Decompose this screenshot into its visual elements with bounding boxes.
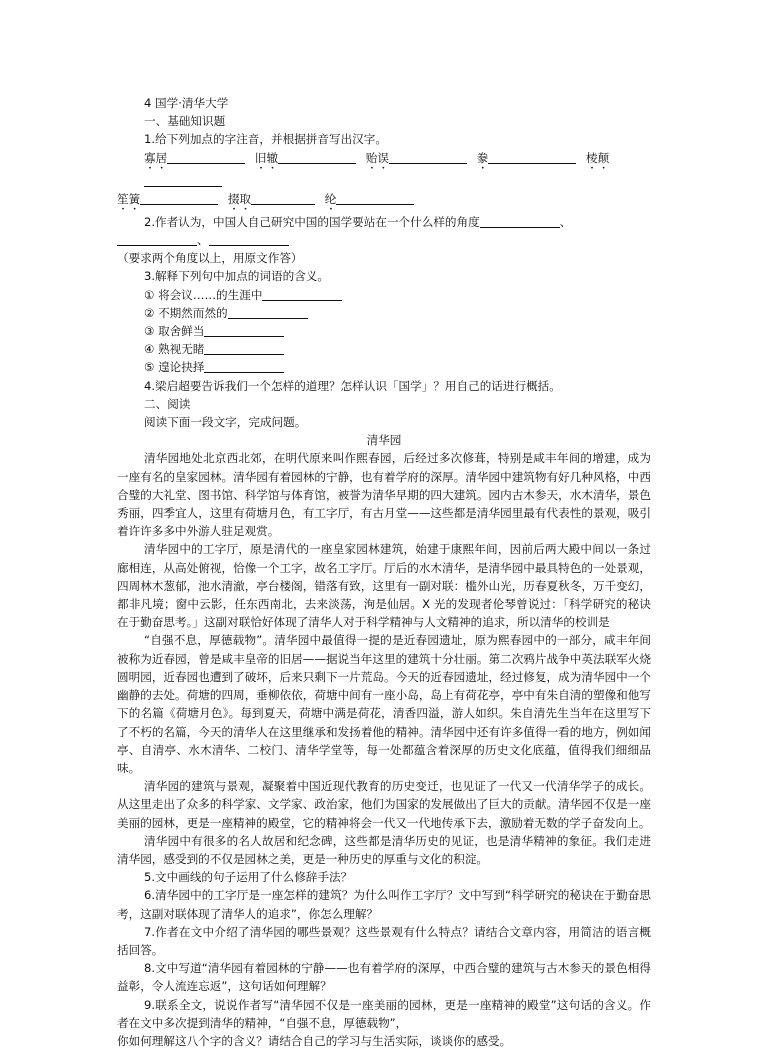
- answer-blank[interactable]: [167, 150, 245, 164]
- question-7: 7.作者在文中介绍了清华园的哪些景观？这些景观有什么特点？请结合文章内容，用简洁的语言概括回答。: [117, 924, 651, 957]
- pinyin-item: 豢: [476, 150, 489, 165]
- pinyin-item: 掇取: [227, 191, 252, 206]
- question-2: 2.作者认为，中国人自己研究中国的国学要站在一个什么样的角度 、、: [117, 213, 651, 249]
- question-3-item-5: ⑤ 遑论抉择: [117, 358, 651, 376]
- question-9: 9.联系全文，说说作者写“清华园不仅是一座美丽的园林，更是一座精神的殿堂”这句话的含义。作者在文中多次提到清华的精神，“自强不息，厚德载物”，: [117, 997, 651, 1030]
- section-heading-reading: 二、阅读: [144, 396, 191, 411]
- reading-instruction: 阅读下面一段文字，完成问题。: [144, 415, 307, 430]
- reading-paragraph: 清华园的建筑与景观，凝聚着中国近现代教育的历史变迁，也见证了一代又一代清华学子的成长。从这里走出了众多的科学家、文学家、政治家，他们为国家的发展做出了巨大的贡献。清华园不仅是一座美丽的园林，更是一座精神的殿堂，它的精神将会一代又一代地传承下去，激励着无数的学子奋发向上。: [117, 779, 651, 830]
- answer-blank[interactable]: [336, 191, 414, 205]
- document-body: [117, 94, 651, 1050]
- answer-blank[interactable]: [278, 150, 356, 164]
- question-5: 5.文中画线的句子运用了什么修辞手法？: [144, 870, 353, 885]
- answer-blank[interactable]: [144, 173, 222, 187]
- section-heading-basics: 一、基础知识题: [144, 114, 226, 129]
- answer-blank[interactable]: [251, 191, 315, 205]
- answer-blank[interactable]: [389, 150, 467, 164]
- question-3-item-1: ① 将会议……的生涯中: [117, 286, 651, 304]
- question-8: 8.文中写道“清华园有着园林的宁静——也有着学府的深厚，中西合璧的建筑与古木参天的景色相得益彰，令人流连忘返”，这句话如何理解？: [117, 961, 651, 994]
- answer-blank[interactable]: [204, 341, 284, 355]
- answer-blank[interactable]: [262, 287, 342, 301]
- question-1-stem: 1.给下列加点的字注音，并根据拼音写出汉字。: [144, 132, 387, 147]
- question-6: 6.清华园中的工字厅是一座怎样的建筑？为什么叫作工字厅？文中写到“科学研究的秘诀在于勤奋思考，这副对联体现了清华人的追求”，你怎么理解？: [117, 888, 651, 921]
- question-1-row-1: [117, 149, 651, 190]
- pinyin-item: 纶: [324, 191, 337, 206]
- question-3-item-4: ④ 熟视无睹: [117, 340, 651, 358]
- answer-blank[interactable]: [488, 150, 576, 164]
- reading-title: 清华园: [366, 433, 402, 448]
- pinyin-item: 笙簧: [117, 191, 141, 206]
- answer-blank[interactable]: [228, 305, 308, 319]
- question-3-stem: 3.解释下列句中加点的词语的含义。: [144, 269, 329, 284]
- lesson-title: 4 国学·清华大学: [144, 96, 229, 110]
- answer-blank[interactable]: [117, 232, 197, 246]
- answer-blank[interactable]: [140, 191, 218, 205]
- reading-paragraph: 清华园中的工字厅，原是清代的一座皇家园林建筑，始建于康熙年间，因前后两大殿中间以一条过廊相连，从高处俯视，恰像一个工字，故名工字厅。厅后的水木清华，是清华园中最具特色的一处景观，四周林木葱郁，池水清澈，亭台楼阁，错落有致，这里有一副对联：槛外山光，历春夏秋冬，万千变幻，都非凡境；窗中云影，任东西南北，去来淡荡，洵是仙居。X 光的发现者伦琴曾说过：「科学研究的秘诀在于勤奋思考。」这副对联恰好体现了清华人对于科学精神与人文精神的追求，所以清华的校训是: [117, 542, 651, 630]
- question-9-tail: 你如何理解这八个字的含义？请结合自己的学习与生活实际，谈谈你的感受。: [117, 1033, 512, 1048]
- question-2-tail: （要求两个角度以上，用原文作答）: [117, 251, 303, 266]
- reading-paragraph: 清华园地处北京西北郊，在明代原来叫作熙春园，后经过多次修葺，特别是咸丰年间的增建，成为一座有名的皇家园林。清华园有着园林的宁静，也有着学府的深厚。清华园中建筑物有好几种风格，中西合璧的大礼堂、图书馆、科学馆与体育馆，被誉为清华早期的四大建筑。园内古木参天，水木清华，景色秀丽，四季宜人，这里有荷塘月色，有工字厅，有古月堂——这些都是清华园里最有代表性的景观，吸引着许许多多中外游人驻足观赏。: [117, 451, 651, 539]
- pinyin-item: 棱颠: [585, 150, 610, 165]
- reading-paragraph: 清华园中有很多的名人故居和纪念碑，这些都是清华历史的见证，也是清华精神的象征。我们走进清华园，感受到的不仅是园林之美，更是一种历史的厚重与文化的积淀。: [117, 833, 651, 866]
- reading-paragraph: “自强不息，厚德载物”。清华园中最值得一提的是近春园遗址，原为熙春园中的一部分，咸丰年间被称为近春园，曾是咸丰皇帝的旧居——据说当年这里的建筑十分壮丽。第二次鸦片战争中英法联军火烧圆明园，近春园也遭到了破坏，后来只剩下一片荒岛。今天的近春园遗址，经过修复，成为清华园中一个幽静的去处。荷塘的四周，垂柳依依，荷塘中间有一座小岛，岛上有荷花亭，亭中有朱自清的塑像和他写下的名篇《荷塘月色》。每到夏天，荷塘中满是荷花，清香四溢，游人如织。朱自清先生当年在这里写下了不朽的名篇，今天的清华人在这里继承和发扬着他的精神。清华园中还有许多值得一看的地方，例如闻亭、自清亭、水木清华、二校门、清华学堂等，每一处都蕴含着深厚的历史文化底蕴，值得我们细细品味。: [117, 633, 651, 775]
- question-3-item-3: ③ 取舍鲜当: [117, 322, 651, 340]
- question-4: 4.梁启超要告诉我们一个怎样的道理？怎样认识「国学」？用自己的话进行概括。: [144, 378, 561, 393]
- pinyin-item: 贻误: [365, 150, 389, 165]
- answer-blank[interactable]: [209, 232, 289, 246]
- answer-blank[interactable]: [204, 323, 284, 337]
- answer-blank[interactable]: [204, 359, 284, 373]
- answer-blank[interactable]: [480, 214, 560, 228]
- pinyin-item: 寡居: [144, 150, 168, 165]
- pinyin-item: 旧辙: [254, 150, 279, 165]
- question-3-item-2: ② 不期然而然的: [117, 304, 651, 322]
- question-1-row-2: [117, 190, 651, 213]
